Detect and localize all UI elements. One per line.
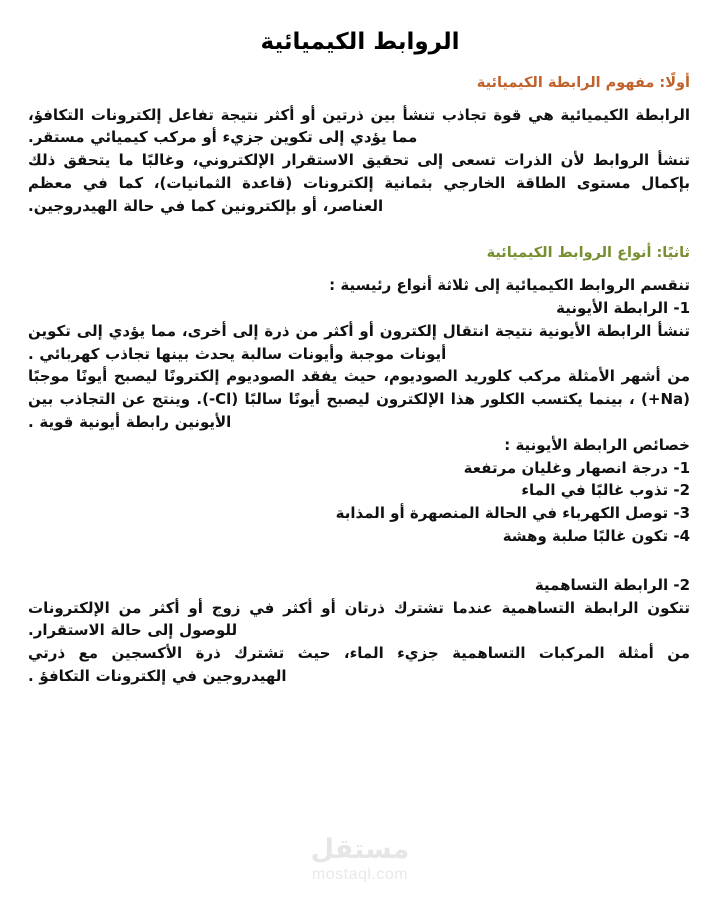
spacer bbox=[28, 57, 690, 73]
paragraph-octet-rule: تنشأ الروابط لأن الذرات تسعى إلى تحقيق الاستقرار الإلكتروني، وغالبًا ما يتحقق ذلك بإكمال مستوى الطاقة الخارجي بثمانية إلكترونات (قاعدة الثمانيات)، كما في معظم العناصر، أو بإلكترونين كما في حالة الهيدروجين. bbox=[28, 151, 690, 215]
section-heading-concept: أولًا: مفهوم الرابطة الكيميائية bbox=[476, 74, 690, 91]
paragraph-ionic-example: من أشهر الأمثلة مركب كلوريد الصوديوم، حيث يفقد الصوديوم إلكترونًا ليصبح أيونًا موجبًا (Na+) ، بينما يكتسب الكلور هذا الإلكترون ليصبح أيونًا سالبًا (Cl-). وينتج عن التجاذب بين الأيونين رابطة أيونية قوية . bbox=[28, 367, 690, 432]
watermark-arabic-logo: مستقل bbox=[310, 834, 410, 866]
list-item: 2- تذوب غالبًا في الماء bbox=[521, 481, 690, 500]
list-item: 4- تكون غالبًا صلبة وهشة bbox=[502, 527, 690, 545]
subheading-ionic-properties: خصائص الرابطة الأيونية : bbox=[504, 435, 690, 454]
list-item: 3- توصل الكهرباء في الحالة المنصهرة أو المذابة bbox=[335, 504, 690, 523]
spacer bbox=[28, 265, 690, 274]
subheading-ionic-bond: 1- الرابطة الأيونية bbox=[556, 299, 690, 318]
paragraph-covalent-example: من أمثلة المركبات التساهمية جزيء الماء، حيث تشترك ذرة الأكسجين مع ذرتي الهيدروجين في إلكترونات التكافؤ . bbox=[28, 644, 690, 685]
paragraph-types-intro: تنقسم الروابط الكيميائية إلى ثلاثة أنواع رئيسية : bbox=[329, 276, 690, 295]
document-content bbox=[0, 57, 720, 688]
list-item: 1- درجة انصهار وغليان مرتفعة bbox=[463, 458, 690, 477]
watermark-domain: mostaql.com bbox=[311, 865, 409, 883]
paragraph-ionic-definition: تنشأ الرابطة الأيونية نتيجة انتقال إلكترون أو أكثر من ذرة إلى أخرى، مما يؤدي إلى تكوين أيونات موجبة وأيونات سالبة يحدث بينها تجاذب كهربائي . bbox=[28, 321, 690, 363]
paragraph-covalent-definition: تتكون الرابطة التساهمية عندما تشترك ذرتان أو أكثر في زوج أو أكثر من الإلكترونات للوصول إلى حالة الاستقرار. bbox=[28, 598, 690, 640]
spacer bbox=[28, 217, 690, 243]
page-title: الروابط الكيميائية bbox=[260, 29, 460, 55]
watermark bbox=[0, 836, 720, 884]
spacer bbox=[28, 548, 690, 574]
spacer bbox=[28, 95, 690, 104]
paragraph-bond-definition: الرابطة الكيميائية هي قوة تجاذب تنشأ بين ذرتين أو أكثر نتيجة تفاعل إلكترونات التكافؤ، مما يؤدي إلى تكوين جزيء أو مركب كيميائي مستقر. bbox=[28, 105, 690, 147]
section-heading-types: ثانيًا: أنواع الروابط الكيميائية bbox=[486, 245, 690, 262]
subheading-covalent-bond: 2- الرابطة التساهمية bbox=[534, 575, 690, 594]
